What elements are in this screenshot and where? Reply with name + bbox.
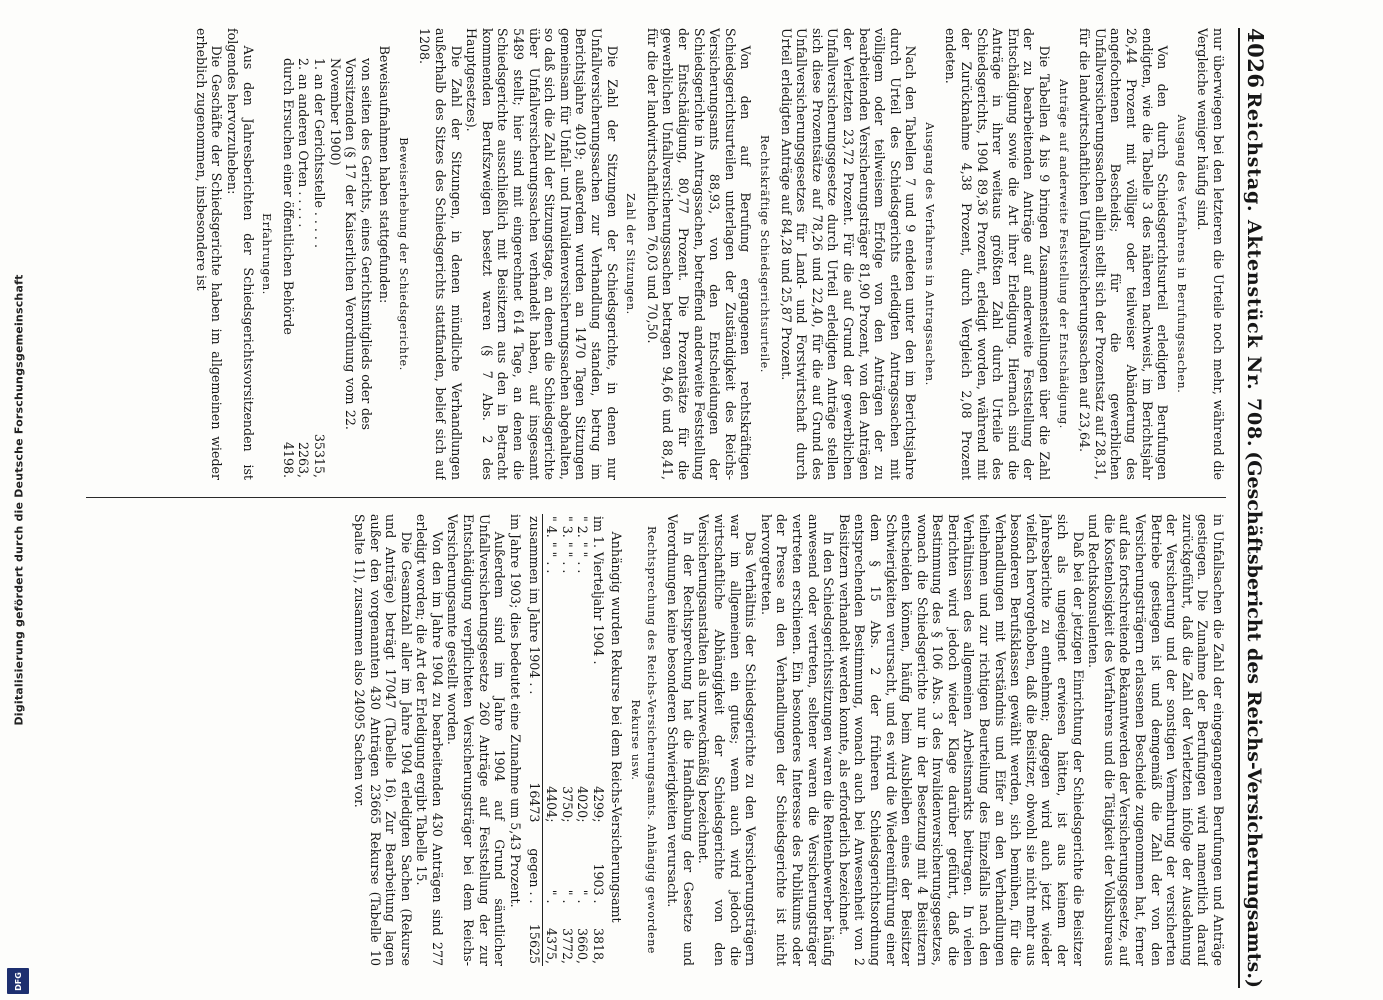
table-cell-label: von seiten des Gerichts, eines Gerichtsmitglieds oder des Vorsitzenden (§ 17 der Kaiserlichen Verordnung vom 22. November 1900) bbox=[327, 58, 374, 430]
credit-text: Digitalisierung gefördert durch die Deutsche Forschungsgemeinschaft bbox=[12, 274, 26, 726]
table-cell-1904: 4404; bbox=[544, 786, 560, 823]
section-heading: Erfahrungen. bbox=[260, 213, 274, 295]
paragraph: Die Gesamtzahl aller im Jahre 1904 erledigten Sachen (Rekurse und Anträge) beträgt 17047 (Tabelle 16). Zur Bearbeitung lagen außer den vorgenannten 430 Anträgen 23665 Rekurse (Tabelle 10 Spalte 11), zusammen also 24095 Sachen vor. bbox=[351, 514, 414, 966]
table-cell-compare: " . bbox=[575, 889, 591, 904]
running-title: Reichstag. Aktenstück Nr. 708. bbox=[1243, 92, 1265, 448]
table-cell-value: 35315, bbox=[311, 433, 327, 478]
paragraph: In der Rechtsprechung hat die Handhabung der Gesetze und Verordnungen keine besonderen Schwierigkeiten verursacht. bbox=[665, 514, 696, 966]
section-heading: Rechtskräftige Schiedsgerichtsurteile. bbox=[757, 135, 771, 373]
table-cell-value: 2263, bbox=[296, 441, 312, 478]
paragraph: Nach den Tabellen 7 und 9 endeten unter den im Berichtsjahre durch Urteil des Schiedsgerichts erledigten Antragssachen mit völligem oder teilweisem Erfolge von den Anträgen der zu bearbeitenden Versicherungsträger 81,90 Prozent, von den Anträgen der Verletzten 23,72 Prozent. Für die auf Grund der gewerblichen Unfallversicherungsgesetze durch Urteil erledigten Anträge stellen sich diese Prozentsätze auf 78,26 und 22,40, für die auf Grund des Unfallversicherungsgesetzes für Land- und Forstwirtschaft durch Urteil erledigten Anträge auf 84,28 und 25,87 Prozent. bbox=[778, 28, 919, 480]
table-cell-label: 2. an anderen Orten . . . . . bbox=[296, 58, 312, 228]
dfg-logo-icon bbox=[7, 968, 29, 994]
paragraph: In den Schiedsgerichtssitzungen waren die Rentenbewerber häufig anwesend oder vertreten, seltener waren die Versicherungsträger vertreten erschienen. Ein besonderes Interesse des Publikums oder der Presse an den Verhandlungen der Schiedsgerichte ist nicht hervorgetreten. bbox=[758, 514, 837, 966]
section-heading: Rechtsprechung des Reichs-Versicherungsamts. Anhängig gewordene Rekurse usw. bbox=[629, 525, 658, 955]
section-heading: Zahl der Sitzungen. bbox=[624, 193, 638, 315]
table-row bbox=[590, 514, 606, 966]
right-column bbox=[81, 514, 1226, 966]
printed-page bbox=[74, 28, 1274, 988]
left-column bbox=[81, 28, 1226, 480]
paragraph: Die Tabellen 4 bis 9 bringen Zusammenstellungen über die Zahl der zu bearbeitenden Anträge auf anderweite Feststellung der Entschädigung sowie die Art ihrer Erledigung. Hiernach sind die Anträge in ihrer weitaus größten Zahl durch Urteile des Schiedsgerichts, 1904 89,36 Prozent, erledigt worden, während mit der Zurücknahme 4,38 Prozent, durch Vergleich 2,08 Prozent endeten. bbox=[943, 28, 1053, 480]
column-divider bbox=[86, 497, 1226, 498]
table-cell-compare: " . bbox=[559, 889, 575, 904]
paragraph: Das Verhältnis der Schiedsgerichte zu den Versicherungsträgern war im allgemeinen ein gutes; wenn auch wird jedoch die wirtschaftliche Abhängigkeit der Schiedsgerichte von den Versicherungsanstalten als unzweckmäßig bezeichnet. bbox=[696, 514, 759, 966]
table-cell-period: " 2. " " . . bbox=[575, 516, 591, 574]
table-cell-period: im 1. Vierteljahr 1904 . bbox=[590, 516, 606, 665]
paragraph: Die Geschäfte der Schiedsgerichte haben im allgemeinen wieder erheblich zugenommen, insbesondere ist bbox=[193, 28, 225, 480]
section-heading: Ausgang des Verfahrens in Antragssachen. bbox=[922, 122, 936, 386]
table-cell-1904: 3750; bbox=[559, 786, 575, 823]
paragraph: Beweisaufnahmen haben stattgefunden: bbox=[377, 45, 393, 304]
paragraph: Anhängig wurden Rekurse bei dem Reichs-Versicherungsamt bbox=[609, 531, 625, 923]
table-cell-compare: gegen . . bbox=[527, 824, 543, 905]
table-cell-1903: 3660, bbox=[575, 927, 591, 964]
paragraph: Von den auf Berufung ergangenen rechtskräftigen Schiedsgerichtsurteilen unterlagen der Zuständigkeit des Reichs-Versicherungsamts 88,93, von den Entscheidungen der Schiedsgerichte in Antragssachen, betreffend anderweite Feststellung der Entschädigung, 80,77 Prozent. Die Prozentsätze für die gewerblichen Unfallversicherungssachen betragen 94,66 und 88,41, für die der landwirtschaftlichen 76,03 und 70,50. bbox=[644, 28, 754, 480]
table-cell-label: 1. an der Gerichtsstelle . . . . . bbox=[311, 58, 327, 248]
table-cell-compare: 1903 . bbox=[590, 863, 606, 904]
table-cell-period: " 3. " " . . bbox=[559, 516, 575, 574]
section-heading: Anträge auf anderweite Feststellung der Entschädigung. bbox=[1056, 79, 1070, 429]
table-cell-1904: 4020; bbox=[575, 786, 591, 823]
paragraph: Die Zahl der Sitzungen, in denen mündliche Verhandlungen außerhalb des Sitzes des Schiedsgerichts stattfanden, belief sich auf 1208. bbox=[417, 28, 464, 480]
paragraph: Außerdem sind im Jahre 1904 auf Grund sämtlicher Unfallversicherungsgesetze 260 Anträge auf Feststellung der zur Entschädigung verpflichteten Versicherungsträger bei dem Reichs-Versicherungsamte gestellt worden. bbox=[445, 514, 508, 966]
table-row bbox=[575, 514, 591, 966]
paragraph: Von den durch Schiedsgerichtsurteil erledigten Berufungen endigten, wie die Tabelle 3 des näheren nachweist, im Berichtsjahr 26,44 Prozent mit völliger oder teilweiser Abänderung des angefochtenen Bescheids; für die gewerblichen Unfallversicherungssachen allein stellt sich der Prozentsatz auf 28,31, für die landwirtschaftlichen Unfallversicherungssachen auf 23,64. bbox=[1077, 28, 1171, 480]
paragraph: im Jahre 1903; dies bedeutet eine Zunahme um 5,43 Prozent. bbox=[507, 514, 523, 908]
table-cell-1903: 15625 bbox=[527, 906, 543, 966]
page-viewport bbox=[74, 28, 1274, 988]
table-cell-1903: 4375, bbox=[544, 927, 560, 964]
evidence-table bbox=[280, 56, 374, 480]
table-row bbox=[296, 56, 312, 480]
table-row bbox=[327, 56, 374, 480]
table-cell-period: " 4. " " . . bbox=[544, 516, 560, 574]
table-cell-label: durch Ersuchen einer öffentlichen Behörde bbox=[280, 58, 296, 335]
paragraph: Die Zahl der Sitzungen der Schiedsgerichte, in denen nur Unfallversicherungssachen zur Verhandlung standen, betrug im Berichtsjahre 4019; außerdem wurden an 1470 Tagen Sitzungen gemeinsam für Unfall- und Invalidenversicherungssachen abgehalten, so daß sich die Zahl der Sitzungstage, an denen die Schiedsgerichte über Unfallversicherungssachen verhandelt haben, auf insgesamt 5489 stellt; hier sind mit eingerechnet 614 Tage, an denen die Schiedsgerichte ausschließlich mit Beisitzern aus den in Betracht kommenden Berufszweigen besetzt waren (§ 7 Abs. 2 des Hauptgesetzes). bbox=[464, 28, 620, 480]
section-heading: Ausgang des Verfahrens in Berufungssachen. bbox=[1174, 114, 1188, 394]
table-total-row bbox=[527, 514, 543, 966]
table-cell-value bbox=[327, 432, 374, 480]
table-cell-value: 4198. bbox=[280, 441, 296, 478]
table-row bbox=[280, 56, 296, 480]
paragraph: Aus den Jahresberichten der Schiedsgerichtsvorsitzenden ist folgendes hervorzuheben: bbox=[224, 28, 256, 480]
dfg-logo-text: DFG bbox=[13, 971, 23, 991]
paragraph: Daß bei der jetzigen Einrichtung der Schiedsgerichte die Beisitzer sich als ungeeignet erwiesen hätten, ist aus keinem der Jahresberichte zu entnehmen; dagegen wird auch jetzt wieder vielfach hervorgehoben, daß die Beisitzer, obwohl sie nicht mehr aus besonderen Berufsklassen gewählt werden, sich bemühen, für die Verhandlungen mit Verständnis und Eifer an den Verhandlungen teilnehmen und zur richtigen Beurteilung des Einzelfalls nach den Verhältnissen des allgemeinen Arbeitsmarkts beitragen. In vielen Berichten wird jedoch wieder Klage darüber geführt, daß die Bestimmung des § 106 Abs. 3 des Invalidenversicherungsgesetzes, wonach die Schiedsgerichte nur in der Besetzung mit 4 Beisitzern entscheiden können, häufig beim Ausbleiben eines der Beisitzer Schwierigkeiten verursacht, und es wird die Wiedereinführung einer dem § 15 Abs. 2 der früheren Schiedsgerichtsordnung entsprechenden Bestimmung, wonach auch bei Anwesenheit von 2 Beisitzern verhandelt werden konnte, als erforderlich bezeichnet. bbox=[836, 514, 1086, 966]
digitization-credit bbox=[10, 0, 28, 1000]
table-cell-1903: 3772, bbox=[559, 927, 575, 964]
section-heading: Beweiserhebung der Schiedsgerichte. bbox=[396, 137, 410, 371]
table-row bbox=[543, 514, 559, 966]
page-header bbox=[1238, 28, 1274, 988]
table-cell-1904: 16473 bbox=[527, 764, 543, 824]
table-row bbox=[311, 56, 327, 480]
table-cell-1903: 3818, bbox=[590, 927, 606, 964]
table-cell-1904: 4299; bbox=[590, 786, 606, 823]
table-cell-compare: " . bbox=[544, 889, 560, 904]
paragraph: in Unfallsachen die Zahl der eingegangenen Berufungen und Anträge gestiegen. Die Zunahme der Berufungen wird namentlich darauf zurückgeführt, daß die Zahl der Verletzten infolge der Ausdehnung der Versicherung und der sonstigen Vermehrung der versicherten Betriebe gestiegen ist und demgemäß die Zahl der von den Versicherungsträgern erlassenen Bescheide zugenommen hat, ferner auf das fortschreitende Bekanntwerden der Versicherungsgesetze, auf die Kostenlosigkeit des Verfahrens und die Tätigkeit der Volksbureaus und Rechtskonsulenten. bbox=[1086, 514, 1226, 966]
table-cell-period: zusammen im Jahre 1904 . . bbox=[527, 514, 543, 764]
rekurse-table bbox=[527, 514, 606, 966]
paragraph: Von den im Jahre 1904 zu bearbeitenden 430 Anträgen sind 277 erledigt worden; die Art der Erledigung ergibt Tabelle 15. bbox=[414, 514, 445, 966]
paragraph: nur überwiegen bei den letzteren die Urteile noch mehr, während die Vergleiche weniger häufig sind. bbox=[1195, 28, 1226, 480]
report-title: (Geschäftsbericht des Reichs-Versicherungsamts.) bbox=[1243, 451, 1265, 988]
page-number: 4026 bbox=[1243, 28, 1268, 89]
table-row bbox=[559, 514, 575, 966]
